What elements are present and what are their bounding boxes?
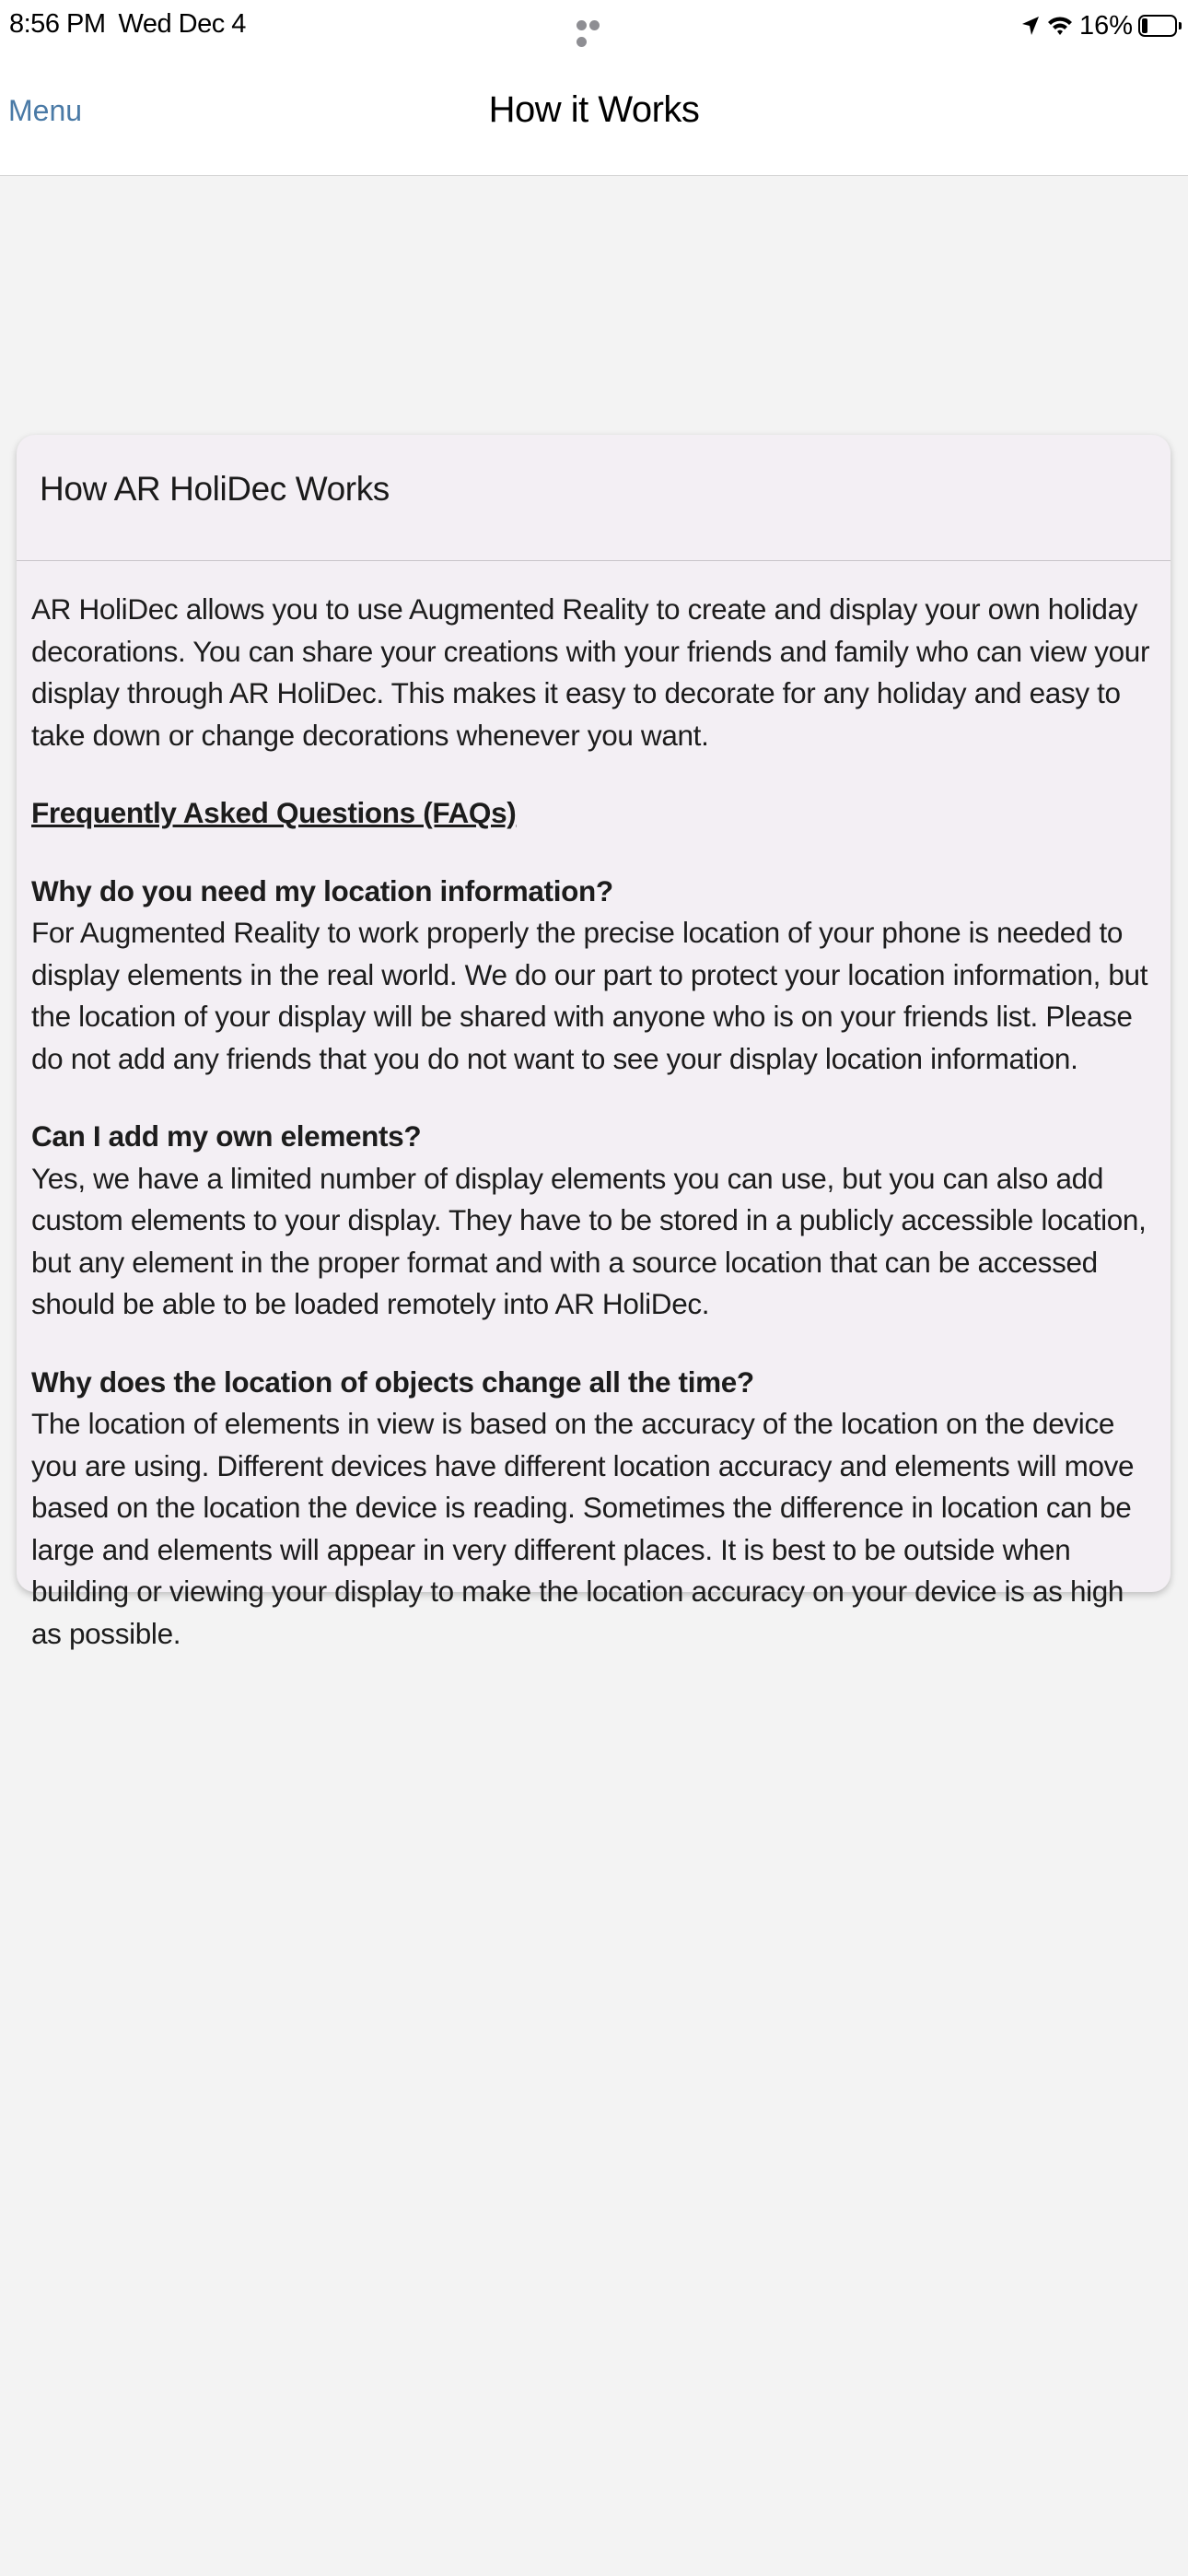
battery-icon [1138, 15, 1177, 37]
card-header [17, 435, 1171, 561]
navigation-bar [0, 52, 1188, 176]
faq-question: Why do you need my location information? [31, 873, 613, 907]
status-date: Wed Dec 4 [118, 9, 246, 39]
page-title: How it Works [488, 89, 700, 130]
status-time: 8:56 PM [9, 9, 106, 39]
multitasking-dots-icon[interactable] [577, 18, 613, 29]
faq-item [31, 1362, 1156, 1656]
faq-heading: Frequently Asked Questions (FAQs) [31, 796, 517, 829]
faq-answer: Yes, we have a limited number of display elements you can use, but you can also add custom elements to your display. They have to be stored in a publicly accessible location, but any element in the proper format and with a source location that can be accessed should be able to be loaded remotely into AR HoliDec. [31, 1161, 1147, 1320]
intro-paragraph: AR HoliDec allows you to use Augmented Reality to create and display your own holiday decorations. You can share your creations with your friends and family who can view your display through AR HoliDec. This makes it easy to decorate for any holiday and easy to take down or change decorations whenever you want. [31, 592, 1150, 752]
card-body [17, 561, 1171, 1655]
faq-item [31, 871, 1156, 1081]
status-time-date [9, 9, 246, 40]
status-indicators [1020, 9, 1177, 42]
faq-question: Can I add my own elements? [31, 1119, 422, 1153]
card-title: How AR HoliDec Works [40, 470, 390, 508]
battery-fill [1142, 18, 1147, 33]
how-it-works-card [17, 435, 1171, 1650]
faq-item [31, 1116, 1156, 1326]
battery-percent: 16% [1078, 10, 1133, 41]
wifi-icon [1046, 15, 1074, 37]
location-arrow-icon [1020, 15, 1041, 37]
faq-question: Why does the location of objects change all the time? [31, 1364, 754, 1399]
faq-answer: For Augmented Reality to work properly the precise location of your phone is needed to display elements in the real world. We do our part to protect your location information, but the location of your display will be shared with anyone who is on your friends list. Please do not add any friends that you do not want to see your display location information. [31, 916, 1148, 1075]
status-bar [0, 0, 1188, 52]
menu-button[interactable]: Menu [8, 94, 83, 127]
faq-answer: The location of elements in view is based on the accuracy of the location on the device you are using. Different devices have different location accuracy and elements will move based on the location the device is reading. Sometimes the difference in location can be large and elements will appear in very different places. It is best to be outside when building or viewing your display to make the location accuracy on your device is as high as possible. [31, 1407, 1135, 1650]
